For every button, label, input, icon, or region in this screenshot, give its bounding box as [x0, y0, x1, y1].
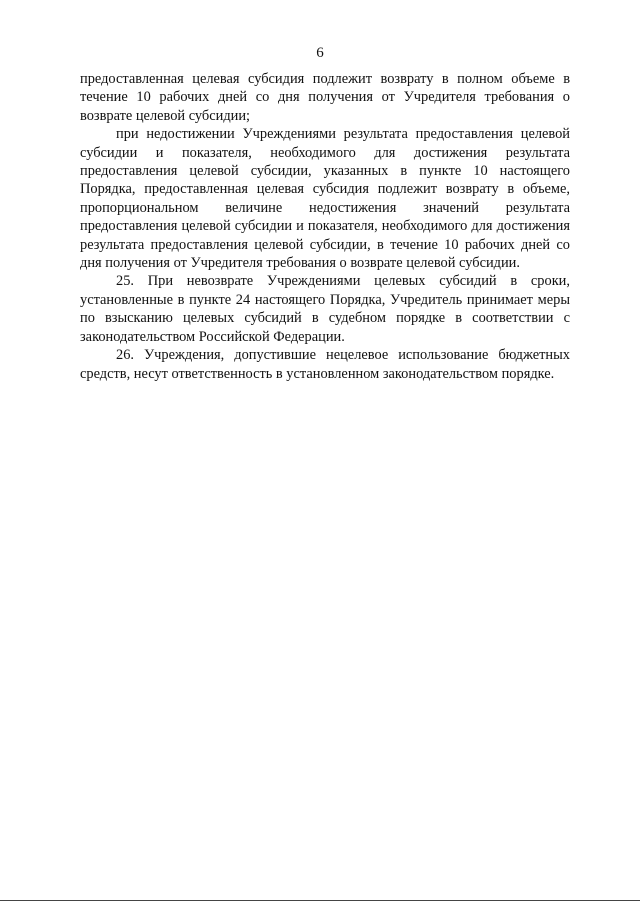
- paragraph-continuation: предоставленная целевая субсидия подлежит возврату в полном объеме в течение 10 рабочих дней со дня получения от Учредителя требования о возврате целевой субсидии;: [80, 71, 570, 124]
- page-bottom-rule: [0, 900, 640, 901]
- document-body: [80, 70, 570, 383]
- page-number: 6: [316, 45, 324, 61]
- paragraph-clause-26: 26. Учреждения, допустившие нецелевое использование бюджетных средств, несут ответственность в установленном законодательством порядке.: [80, 347, 570, 382]
- paragraph-clause-25: 25. При невозврате Учреждениями целевых субсидий в сроки, установленные в пункте 24 настоящего Порядка, Учредитель принимает меры по взысканию целевых субсидий в судебном порядке в соответствии с законодательством Российской Федерации.: [80, 273, 570, 345]
- paragraph-nonachievement: при недостижении Учреждениями результата предоставления целевой субсидии и показателя, необходимого для достижения результата предоставления целевой субсидии, указанных в пункте 10 настоящего Порядка, предоставленная целевая субсидия подлежит возврату в объеме, пропорциональном величине недостижения значений результата предоставления целевой субсидии и показателя, необходимого для достижения результата предоставления целевой субсидии, в течение 10 рабочих дней со дня получения от Учредителя требования о возврате целевой субсидии.: [80, 126, 570, 272]
